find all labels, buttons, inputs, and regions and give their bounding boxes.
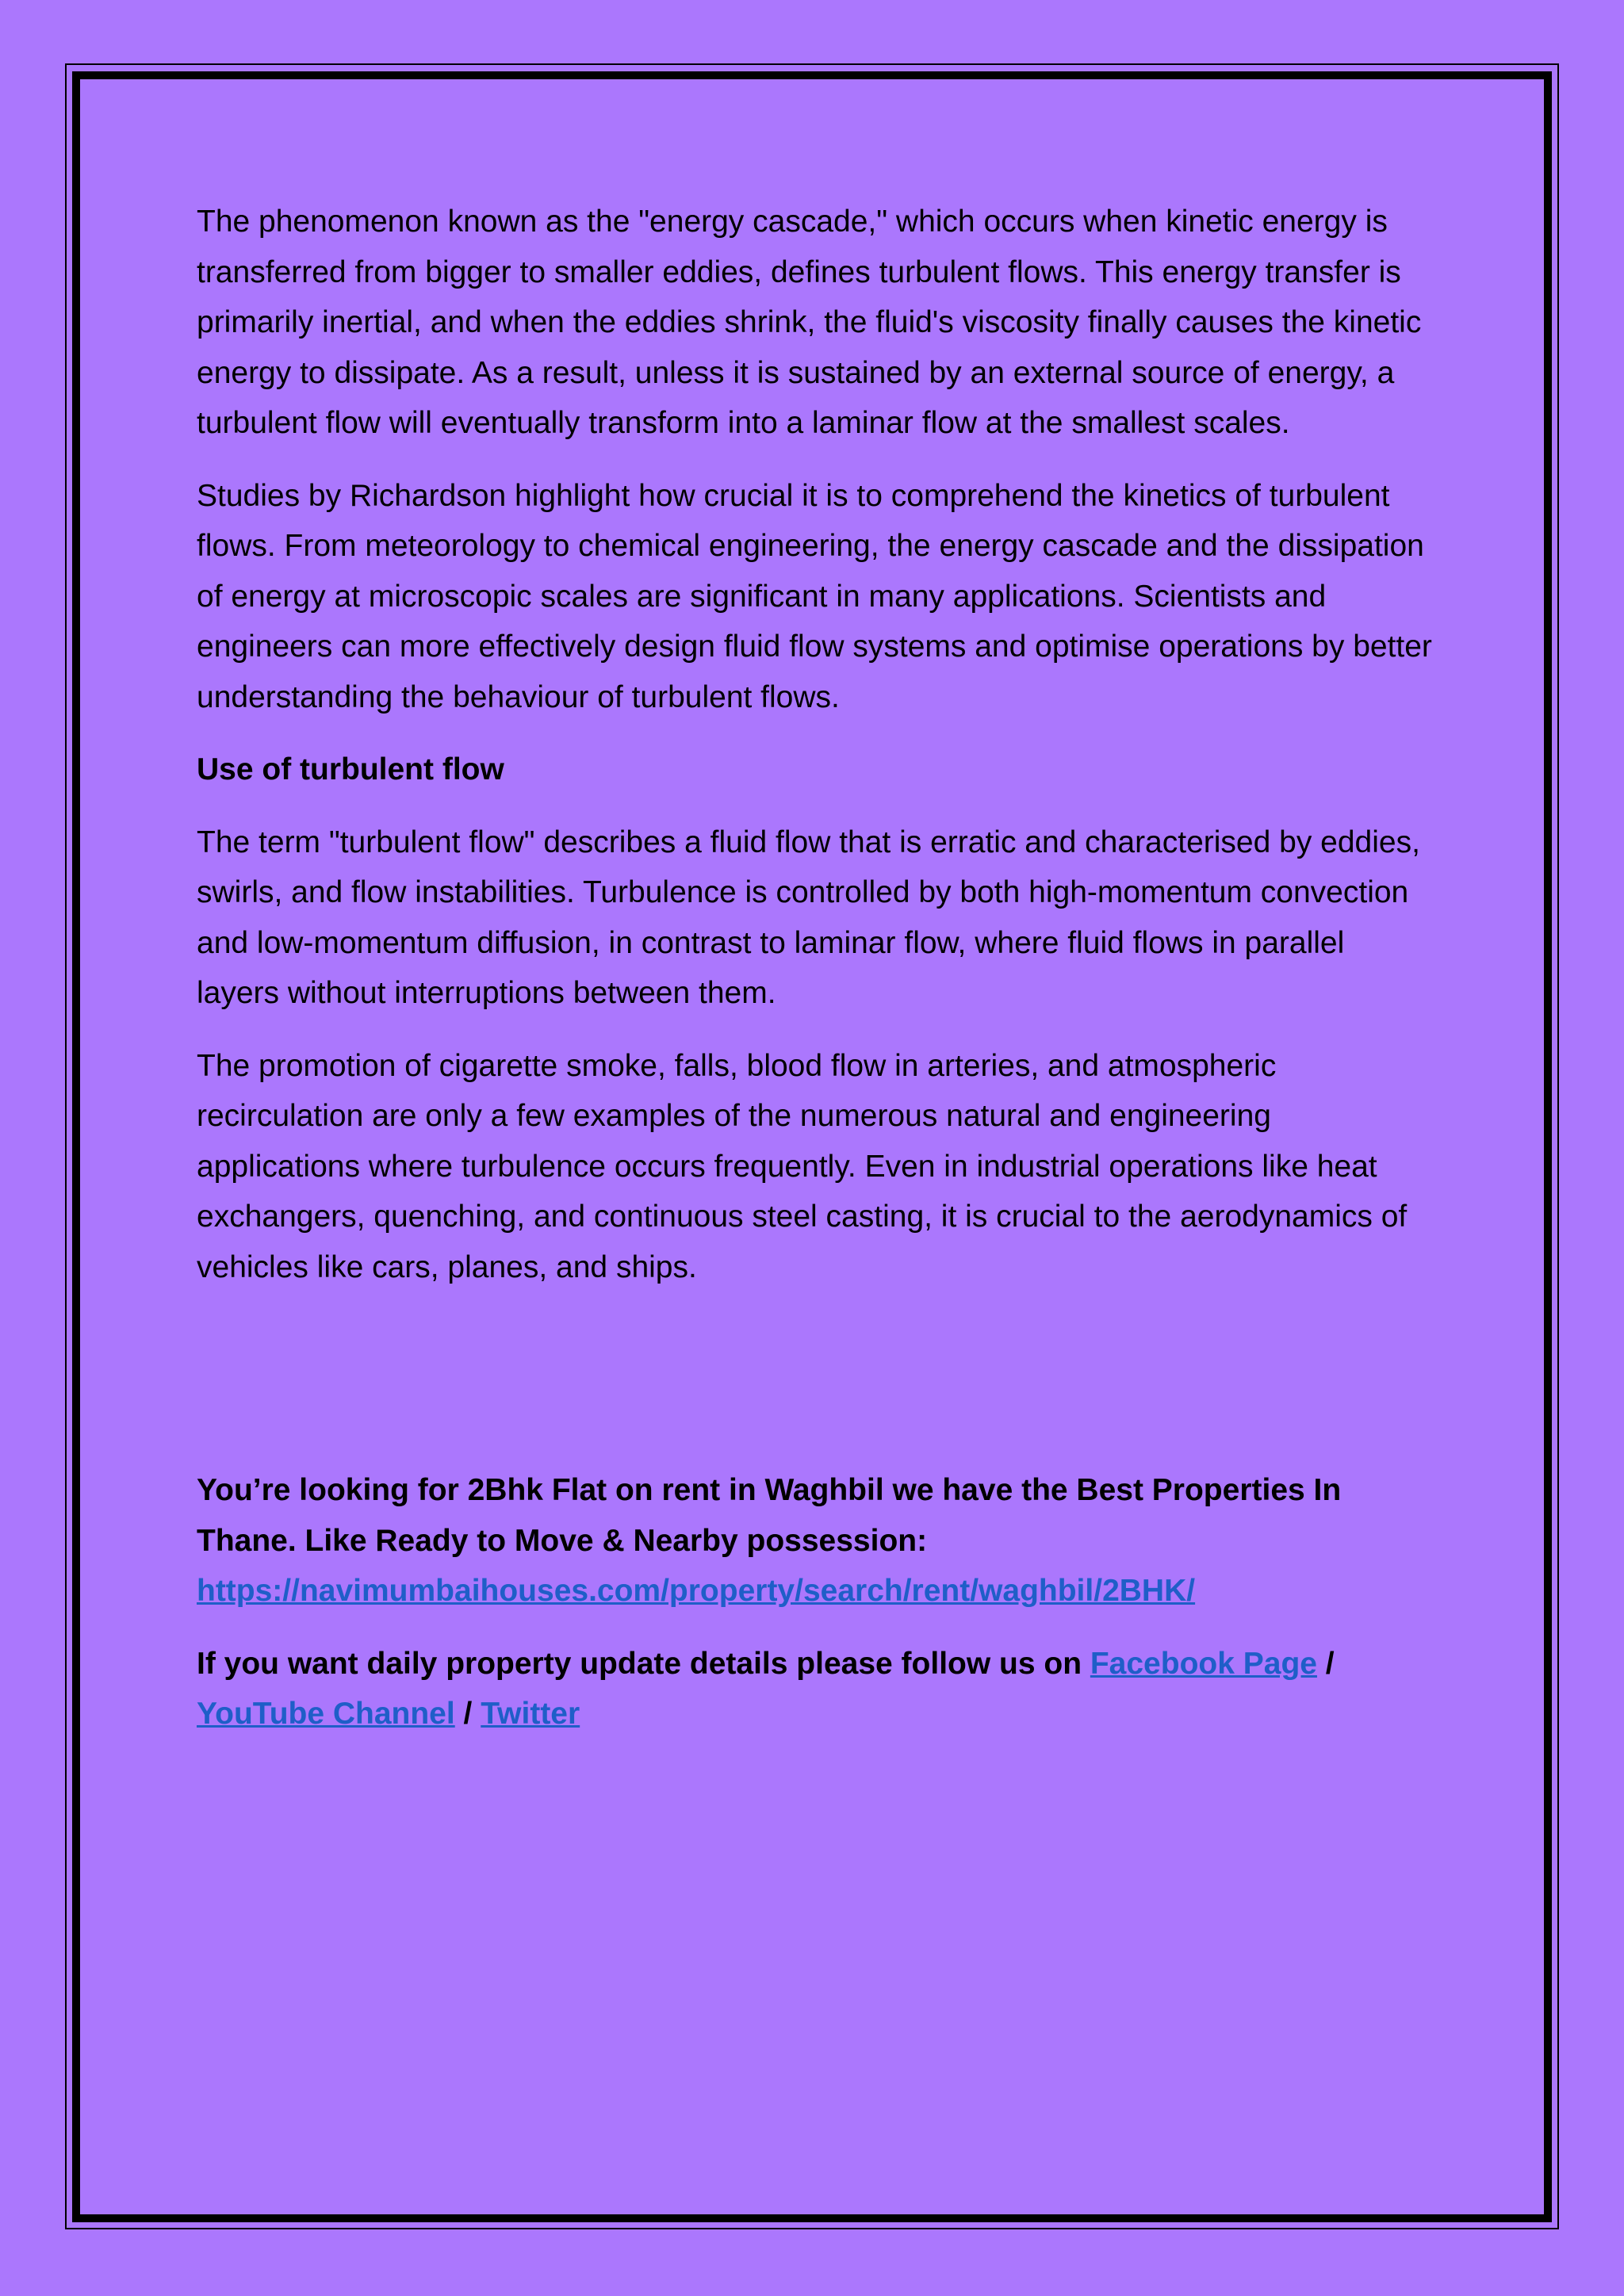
spacer	[197, 1314, 1434, 1465]
document-body	[197, 197, 1434, 1762]
youtube-channel-link[interactable]: YouTube Channel	[197, 1697, 455, 1731]
twitter-link[interactable]: Twitter	[481, 1697, 580, 1731]
facebook-page-link[interactable]: Facebook Page	[1090, 1646, 1317, 1681]
paragraph-turbulence-examples: The promotion of cigarette smoke, falls, blood flow in arteries, and atmospheric recirculation are only a few examples of the numerous natural and engineering applications where turbulence occurs frequently. Even in industrial operations like heat exchangers, quenching, and continuous steel casting, it is crucial to the aerodynamics of vehicles like cars, planes, and ships.	[197, 1048, 1408, 1284]
link-separator: /	[454, 1697, 481, 1731]
paragraph-richardson-studies: Studies by Richardson highlight how crucial it is to comprehend the kinetics of turbulent flows. From meteorology to chemical engineering, the energy cascade and the dissipation of energy at microscopic scales are significant in many applications. Scientists and engineers can more effectively design fluid flow systems and optimise operations by better understanding the behaviour of turbulent flows.	[197, 478, 1432, 714]
promo-paragraph	[197, 1465, 1434, 1617]
link-separator: /	[1316, 1646, 1335, 1681]
follow-paragraph	[197, 1639, 1434, 1739]
paragraph-turbulent-flow-definition: The term "turbulent flow" describes a fluid flow that is erratic and characterised by eddies, swirls, and flow instabilities. Turbulence is controlled by both high-momentum convection and low-momentum diffusion, in contrast to laminar flow, where fluid flows in parallel layers without interruptions between them.	[197, 825, 1420, 1010]
paragraph-energy-cascade: The phenomenon known as the "energy cascade," which occurs when kinetic energy is transferred from bigger to smaller eddies, defines turbulent flows. This energy transfer is primarily inertial, and when the eddies shrink, the fluid's viscosity finally causes the kinetic energy to dissipate. As a result, unless it is sustained by an external source of energy, a turbulent flow will eventually transform into a laminar flow at the smallest scales.	[197, 205, 1422, 440]
property-search-link[interactable]: https://navimumbaihouses.com/property/search/rent/waghbil/2BHK/	[197, 1574, 1196, 1608]
section-heading: Use of turbulent flow	[197, 752, 504, 786]
follow-text: If you want daily property update details please follow us on	[197, 1646, 1090, 1681]
promo-text: You’re looking for 2Bhk Flat on rent in Waghbil we have the Best Properties In Thane. Like Ready to Move & Nearby possession:	[197, 1473, 1342, 1558]
